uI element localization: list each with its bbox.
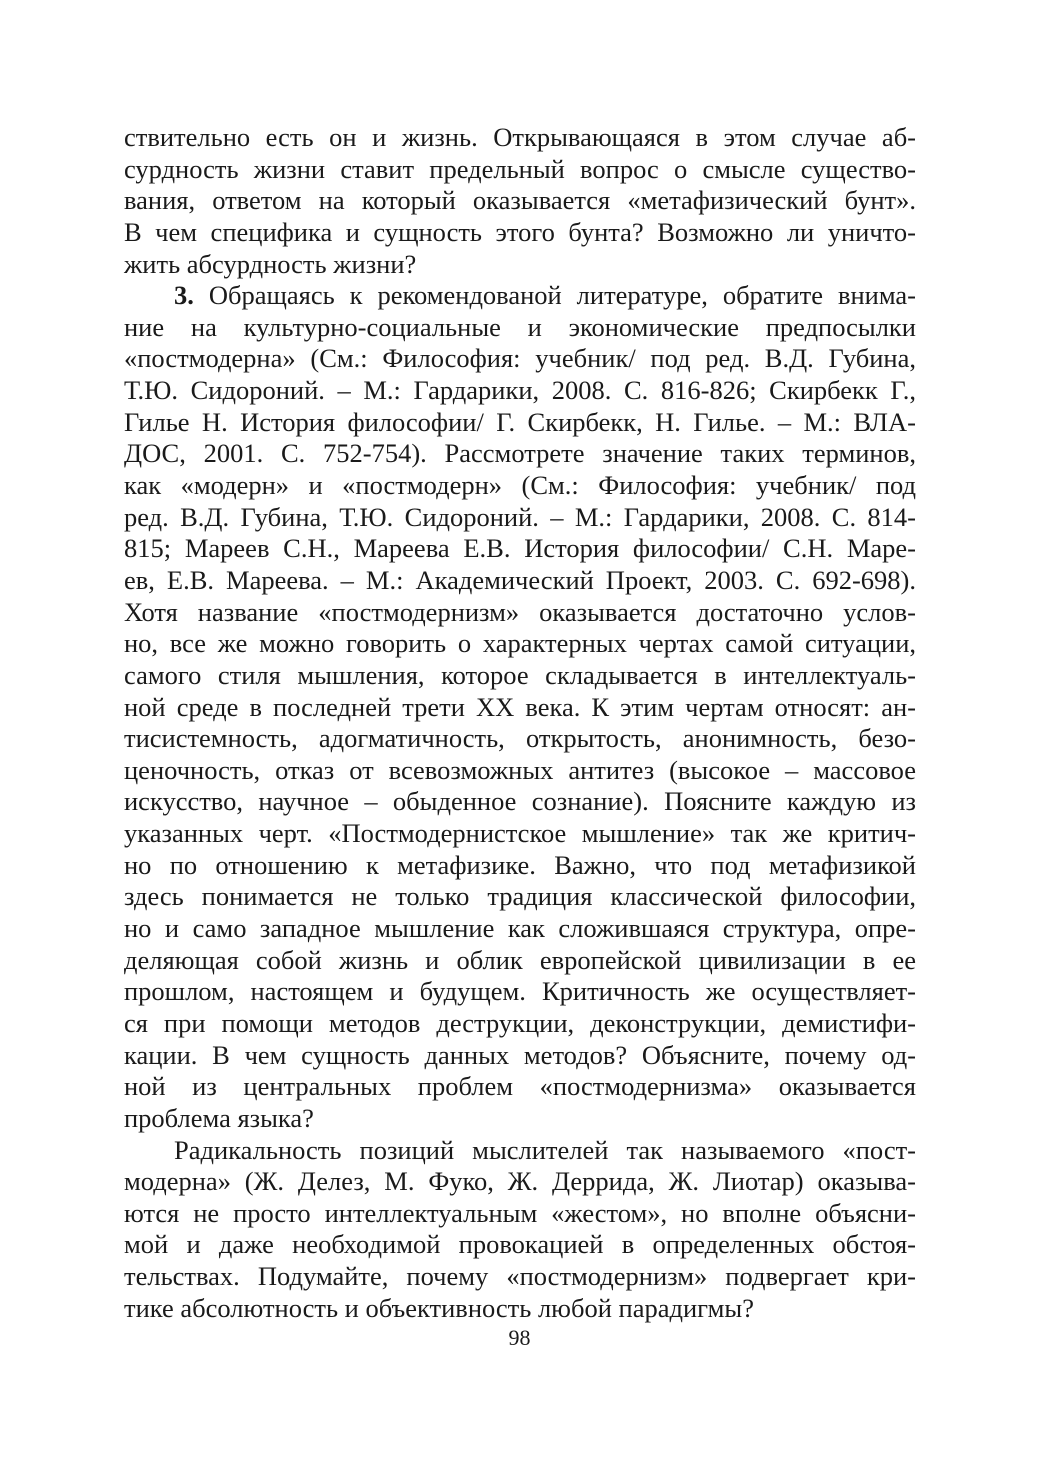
text-line: Хотя название «постмодернизм» оказывается достаточно услов- <box>124 596 916 627</box>
text-line: тельствах. Подумайте, почему «постмодернизм» подвергает кри- <box>124 1261 916 1292</box>
text-line: «постмодерна» (См.: Философия: учебник/ под ред. В.Д. Губина, <box>124 343 916 374</box>
page-number: 98 <box>508 1325 531 1350</box>
text-line: деляющая собой жизнь и облик европейской цивилизации в ее <box>124 944 916 975</box>
text-line: прошлом, настоящем и будущем. Критичность же осуществляет- <box>124 976 916 1007</box>
text-line: мой и даже необходимой провокацией в определенных обстоя- <box>124 1229 916 1260</box>
text-line: модерна» (Ж. Делез, М. Фуко, Ж. Деррида, Ж. Лиотар) оказыва- <box>124 1166 916 1197</box>
text-line: ред. В.Д. Губина, Т.Ю. Сидороний. – М.: Гардарики, 2008. С. 814- <box>124 501 916 532</box>
text-line: 815; Мареев С.Н., Мареева Е.В. История философии/ С.Н. Маре- <box>124 533 916 564</box>
paragraph-number: 3. <box>174 280 194 311</box>
text-line: но и само западное мышление как сложившаяся структура, опре- <box>124 913 916 944</box>
text-line: В чем специфика и сущность этого бунта? Возможно ли уничто- <box>124 216 916 247</box>
text-line: но, все же можно говорить о характерных чертах самой ситуации, <box>124 628 916 659</box>
text-line: но по отношению к метафизике. Важно, что под метафизикой <box>124 849 916 880</box>
text-line: ются не просто интеллектуальным «жестом», но вполне объясни- <box>124 1197 916 1228</box>
text-line: искусство, научное – обыденное сознание). Поясните каждую из <box>124 786 916 817</box>
paragraph-3 <box>124 1135 916 1325</box>
text-line: Гилье Н. История философии/ Г. Скирбекк, Н. Гилье. – М.: ВЛА- <box>124 406 916 437</box>
text-line: здесь понимается не только традиция классической философии, <box>124 881 916 912</box>
text-line: ной из центральных проблем «постмодернизма» оказывается <box>124 1071 916 1102</box>
text-line: тисистемность, адогматичность, открытость, анонимность, безо- <box>124 723 916 754</box>
text-line: тике абсолютность и объективность любой парадигмы? <box>124 1292 754 1323</box>
paragraph-2 <box>124 280 916 1134</box>
page-body <box>124 122 916 1324</box>
text-line: кации. В чем сущность данных методов? Объясните, почему од- <box>124 1039 916 1070</box>
text-line: вания, ответом на который оказывается «метафизический бунт». <box>124 185 916 216</box>
text-line: Т.Ю. Сидороний. – М.: Гардарики, 2008. С. 816-826; Скирбекк Г., <box>124 375 916 406</box>
text-line: ев, Е.В. Мареева. – М.: Академический Проект, 2003. С. 692-698). <box>124 564 916 595</box>
text-line-first <box>124 280 916 312</box>
text-line: ся при помощи методов деструкции, деконструкции, демистифи- <box>124 1007 916 1038</box>
text-line: ной среде в последней трети XX века. К этим чертам относят: ан- <box>124 691 916 722</box>
text-line: как «модерн» и «постмодерн» (См.: Философия: учебник/ под <box>124 470 916 501</box>
text-line: указанных черт. «Постмодернистское мышление» так же критич- <box>124 818 916 849</box>
text-line: жить абсурдность жизни? <box>124 248 417 279</box>
paragraph-1 <box>124 122 916 280</box>
text-line: ценочность, отказ от всевозможных антитез (высокое – массовое <box>124 754 916 785</box>
text-line-content: Обращаясь к рекомендованой литературе, обратите внима- <box>193 280 916 311</box>
text-line: ДОС, 2001. С. 752-754). Рассмотрете значение таких терминов, <box>124 438 916 469</box>
text-line: ние на культурно-социальные и экономические предпосылки <box>124 311 916 342</box>
text-line: сурдность жизни ставит предельный вопрос о смысле существо- <box>124 153 916 184</box>
text-line: проблема языка? <box>124 1102 314 1133</box>
text-line: ствительно есть он и жизнь. Открывающаяся в этом случае аб- <box>124 122 916 152</box>
text-line-first: Радикальность позиций мыслителей так называемого «пост- <box>174 1134 916 1165</box>
text-line: самого стиля мышления, которое складывается в интеллектуаль- <box>124 659 916 690</box>
